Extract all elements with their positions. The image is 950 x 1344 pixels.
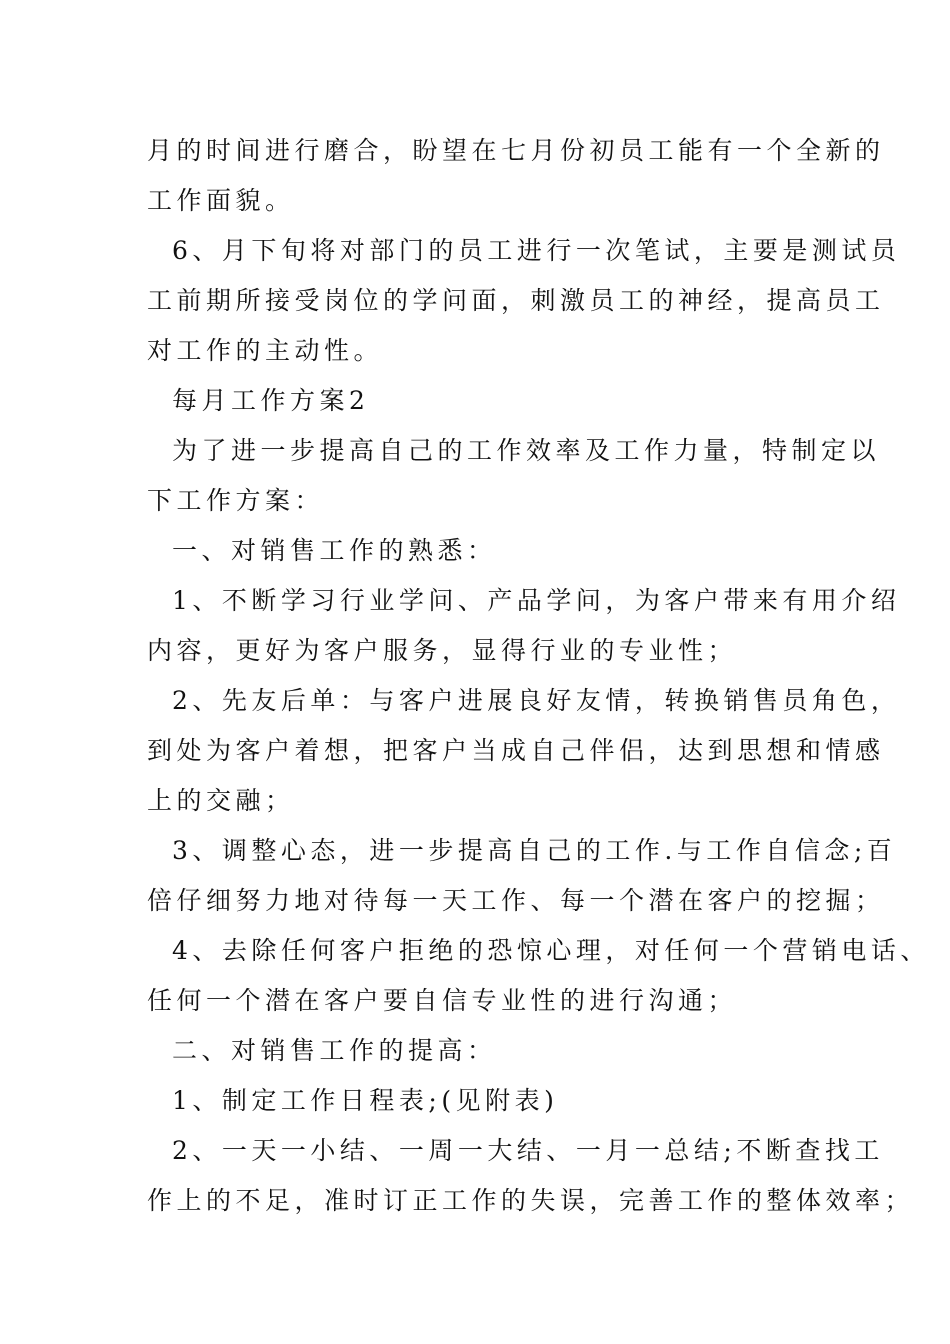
subsection-heading: 二、对销售工作的提高：	[172, 1036, 497, 1065]
paragraph-line: 内容，更好为客户服务，显得行业的专业性；	[147, 636, 738, 665]
paragraph-line: 工作面貌。	[147, 186, 295, 215]
paragraph-line: 到处为客户着想，把客户当成自己伴侣，达到思想和情感	[147, 736, 885, 765]
paragraph-line: 2、一天一小结、一周一大结、一月一总结;不断查找工	[172, 1136, 884, 1165]
paragraph-line: 任何一个潜在客户要自信专业性的进行沟通；	[147, 986, 738, 1015]
section-heading: 每月工作方案2	[172, 386, 370, 415]
paragraph-line: 对工作的主动性。	[147, 336, 384, 365]
paragraph-line: 倍仔细努力地对待每一天工作、每一个潜在客户的挖掘；	[147, 886, 885, 915]
paragraph-line: 上的交融；	[147, 786, 295, 815]
paragraph-line: 为了进一步提高自己的工作效率及工作力量，特制定以	[172, 436, 881, 465]
paragraph-line: 4、去除任何客户拒绝的恐惊心理，对任何一个营销电话、	[172, 936, 930, 965]
subsection-heading: 一、对销售工作的熟悉：	[172, 536, 497, 565]
paragraph-line: 工前期所接受岗位的学问面，刺激员工的神经，提高员工	[147, 286, 885, 315]
paragraph-line: 1、不断学习行业学问、产品学问，为客户带来有用介绍	[172, 586, 901, 615]
paragraph-line: 3、调整心态，进一步提高自己的工作.与工作自信念;百	[172, 836, 897, 865]
paragraph-line: 6、月下旬将对部门的员工进行一次笔试，主要是测试员	[172, 236, 901, 265]
paragraph-line: 2、先友后单：与客户进展良好友情，转换销售员角色，	[172, 686, 901, 715]
paragraph-line: 作上的不足，准时订正工作的失误，完善工作的整体效率；	[147, 1186, 915, 1215]
paragraph-line: 下工作方案：	[147, 486, 325, 515]
paragraph-line: 1、制定工作日程表;(见附表)	[172, 1086, 559, 1115]
paragraph-line: 月的时间进行磨合，盼望在七月份初员工能有一个全新的	[147, 136, 885, 165]
